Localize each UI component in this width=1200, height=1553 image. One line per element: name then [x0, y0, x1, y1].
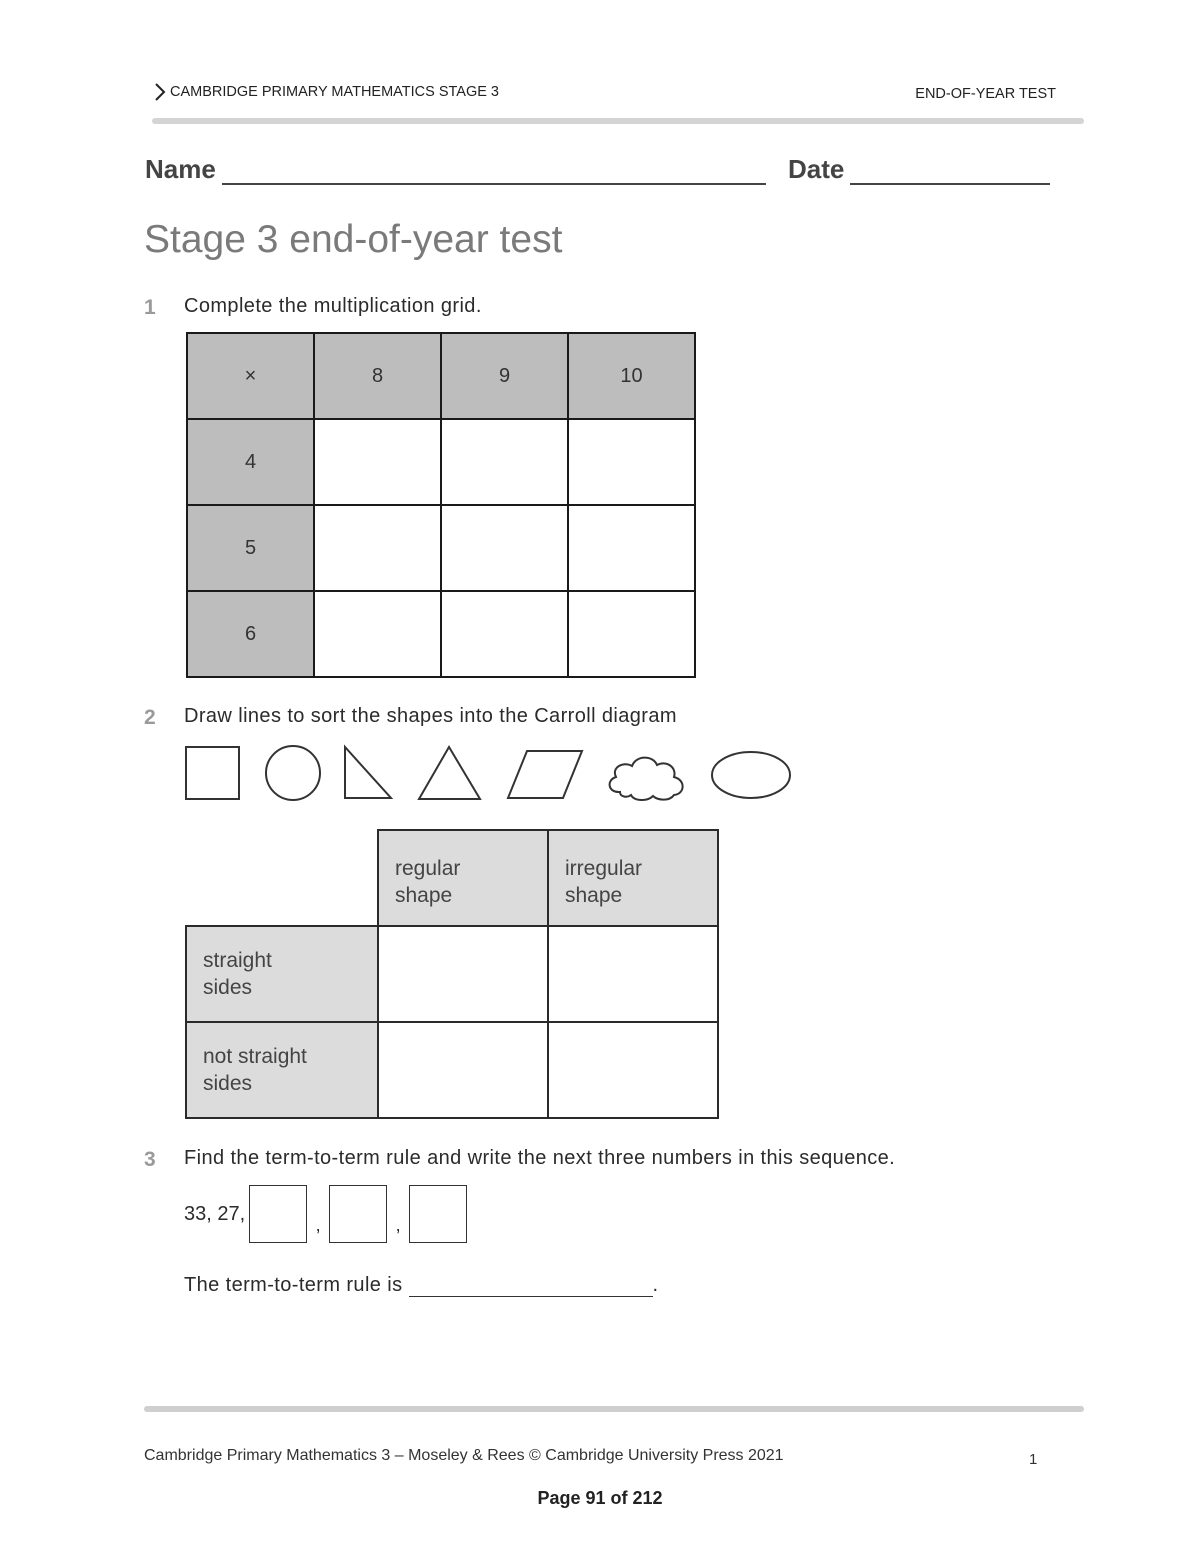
footer-page-number: 1 [1029, 1451, 1038, 1468]
carroll-diagram [185, 829, 719, 1119]
oval-shape[interactable] [712, 752, 790, 798]
circle-shape[interactable] [266, 746, 320, 800]
header-line: sides [203, 1072, 253, 1095]
page-title: Stage 3 end-of-year test [144, 218, 563, 261]
shapes-row [182, 742, 802, 804]
name-field [145, 154, 766, 185]
sequence-separator: , [395, 1215, 401, 1235]
footer-divider [144, 1406, 1084, 1412]
section-label: END-OF-YEAR TEST [915, 86, 1056, 102]
grid-answer-cell[interactable] [314, 505, 441, 591]
carroll-row-header-straight [186, 926, 378, 1022]
rule-line [184, 1274, 658, 1297]
header-line: not straight [203, 1045, 307, 1068]
header-line: straight [203, 949, 272, 972]
carroll-row-header-not-straight [186, 1022, 378, 1118]
grid-row [187, 419, 695, 505]
name-label: Name [145, 154, 216, 184]
carroll-row [186, 1022, 718, 1118]
sequence-separator: , [315, 1215, 321, 1235]
header-divider [152, 118, 1084, 124]
carroll-header-row [186, 830, 718, 926]
grid-col-header: 8 [314, 333, 441, 419]
sequence-answer-box[interactable] [329, 1185, 387, 1243]
header-line: shape [565, 884, 623, 907]
carroll-cell[interactable] [548, 1022, 718, 1118]
question-2-text: Draw lines to sort the shapes into the Carroll diagram [184, 705, 677, 727]
grid-answer-cell[interactable] [314, 419, 441, 505]
grid-answer-cell[interactable] [314, 591, 441, 677]
carroll-cell[interactable] [548, 926, 718, 1022]
carroll-corner [186, 830, 378, 926]
grid-col-header: 9 [441, 333, 568, 419]
multiplication-grid [186, 332, 696, 678]
carroll-col-header-regular [378, 830, 548, 926]
grid-header-row [187, 333, 695, 419]
sequence-answer-box[interactable] [409, 1185, 467, 1243]
carroll-cell[interactable] [378, 1022, 548, 1118]
page-count: Page 91 of 212 [537, 1488, 663, 1508]
triangle-shape[interactable] [419, 747, 480, 799]
question-3-text: Find the term-to-term rule and write the next three numbers in this sequence. [184, 1147, 896, 1169]
grid-col-header: 10 [568, 333, 695, 419]
header-line: shape [395, 884, 453, 907]
carroll-row [186, 926, 718, 1022]
right-triangle-shape[interactable] [345, 747, 391, 798]
grid-answer-cell[interactable] [568, 591, 695, 677]
date-label: Date [788, 154, 845, 184]
question-3-number: 3 [144, 1148, 156, 1171]
date-blank[interactable] [850, 157, 1050, 185]
grid-answer-cell[interactable] [441, 505, 568, 591]
sequence-row [184, 1184, 467, 1244]
grid-answer-cell[interactable] [568, 419, 695, 505]
grid-corner: × [187, 333, 314, 419]
chevron-right-icon [152, 82, 168, 102]
header-line: sides [203, 976, 253, 999]
grid-answer-cell[interactable] [441, 591, 568, 677]
name-blank[interactable] [222, 157, 766, 185]
carroll-cell[interactable] [378, 926, 548, 1022]
grid-row [187, 591, 695, 677]
parallelogram-shape[interactable] [508, 751, 582, 798]
sequence-start: 33, 27, [184, 1202, 246, 1225]
grid-row [187, 505, 695, 591]
question-2-number: 2 [144, 706, 156, 729]
running-header [152, 82, 1056, 106]
series-title-text: CAMBRIDGE PRIMARY MATHEMATICS STAGE 3 [170, 84, 499, 100]
rule-blank[interactable] [409, 1276, 653, 1297]
grid-row-header: 4 [187, 419, 314, 505]
carroll-col-header-irregular [548, 830, 718, 926]
question-1-text: Complete the multiplication grid. [184, 295, 482, 317]
sequence-answer-box[interactable] [249, 1185, 307, 1243]
header-line: regular [395, 857, 461, 880]
cloud-shape[interactable] [610, 758, 683, 800]
square-shape[interactable] [186, 747, 239, 799]
question-1-number: 1 [144, 296, 156, 319]
grid-row-header: 5 [187, 505, 314, 591]
grid-answer-cell[interactable] [441, 419, 568, 505]
rule-suffix: . [652, 1274, 659, 1296]
footer-credit: Cambridge Primary Mathematics 3 – Moseley & Rees © Cambridge University Press 2021 [144, 1447, 784, 1464]
rule-prefix: The term-to-term rule is [184, 1274, 403, 1296]
grid-row-header: 6 [187, 591, 314, 677]
header-line: irregular [565, 857, 643, 880]
series-title [152, 82, 499, 102]
date-field [788, 154, 1050, 185]
grid-answer-cell[interactable] [568, 505, 695, 591]
